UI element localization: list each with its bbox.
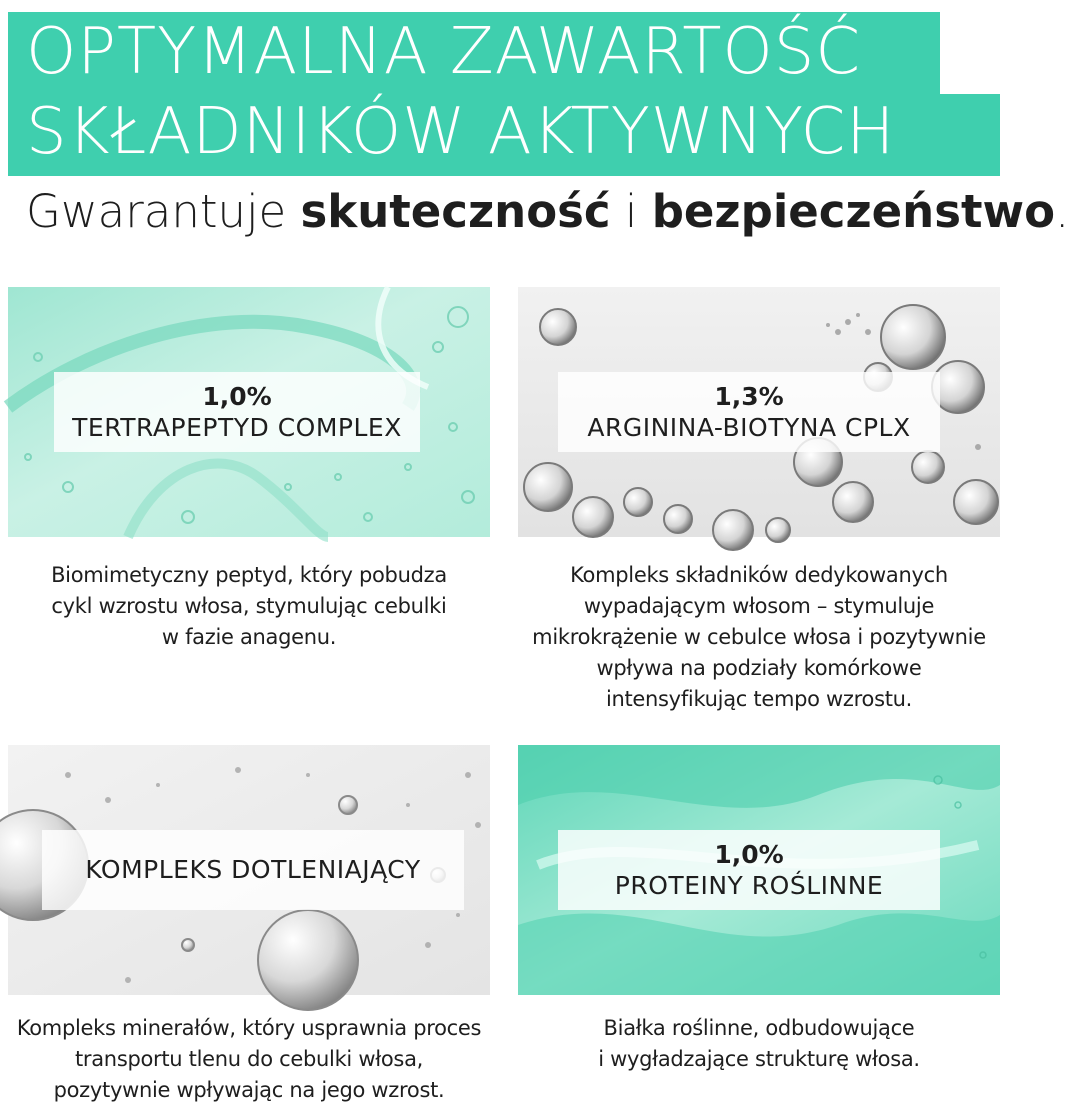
ingredient-percent: 1,0% xyxy=(714,839,784,869)
headline-line-1: OPTYMALNA ZAWARTOŚĆ xyxy=(26,15,862,89)
ingredient-label-box xyxy=(558,830,940,910)
ingredient-description: Kompleks minerałów, który usprawnia proces transportu tlenu do cebulki włosa, pozytywnie wpływając na jego wzrost. xyxy=(16,1016,482,1102)
ingredient-description: Białka roślinne, odbudowujące i wygładzające strukturę włosa. xyxy=(598,1016,920,1071)
subheadline-prefix: Gwarantuje xyxy=(26,185,301,238)
ingredient-tile-oxygenating-complex xyxy=(8,745,490,995)
subheadline-suffix: . xyxy=(1055,185,1069,238)
subheadline-mid: i xyxy=(610,185,652,238)
ingredient-name: ARGININA-BIOTYNA CPLX xyxy=(587,413,911,442)
ingredient-percent: 1,3% xyxy=(714,381,784,411)
ingredient-label-box xyxy=(558,372,940,452)
subheadline-bold-effectiveness: skuteczność xyxy=(300,185,611,238)
headline-line-2: SKŁADNIKÓW AKTYWNYCH xyxy=(26,95,896,169)
ingredient-description: Kompleks składników dedykowanych wypadającym włosom – stymuluje mikrokrążenie w cebulce włosa i pozytywnie wpływa na podziały komórkowe intensyfikując tempo wzrostu. xyxy=(532,563,986,711)
ingredient-name: PROTEINY ROŚLINNE xyxy=(614,871,884,900)
subheadline-bold-safety: bezpieczeństwo xyxy=(651,185,1055,238)
ingredient-name: TERTRAPEPTYD COMPLEX xyxy=(72,413,402,442)
ingredient-tile-arginine-biotin xyxy=(518,287,1000,537)
subheadline xyxy=(26,186,1069,238)
ingredient-label-box xyxy=(54,372,420,452)
ingredient-label-box xyxy=(42,830,464,910)
ingredient-name: KOMPLEKS DOTLENIAJĄCY xyxy=(85,855,421,885)
ingredient-description: Biomimetyczny peptyd, który pobudza cykl wzrostu włosa, stymulując cebulki w fazie anagenu. xyxy=(51,563,447,649)
ingredient-percent: 1,0% xyxy=(202,381,272,411)
ingredient-tile-plant-proteins xyxy=(518,745,1000,995)
ingredient-tile-tetrapeptide xyxy=(8,287,490,537)
